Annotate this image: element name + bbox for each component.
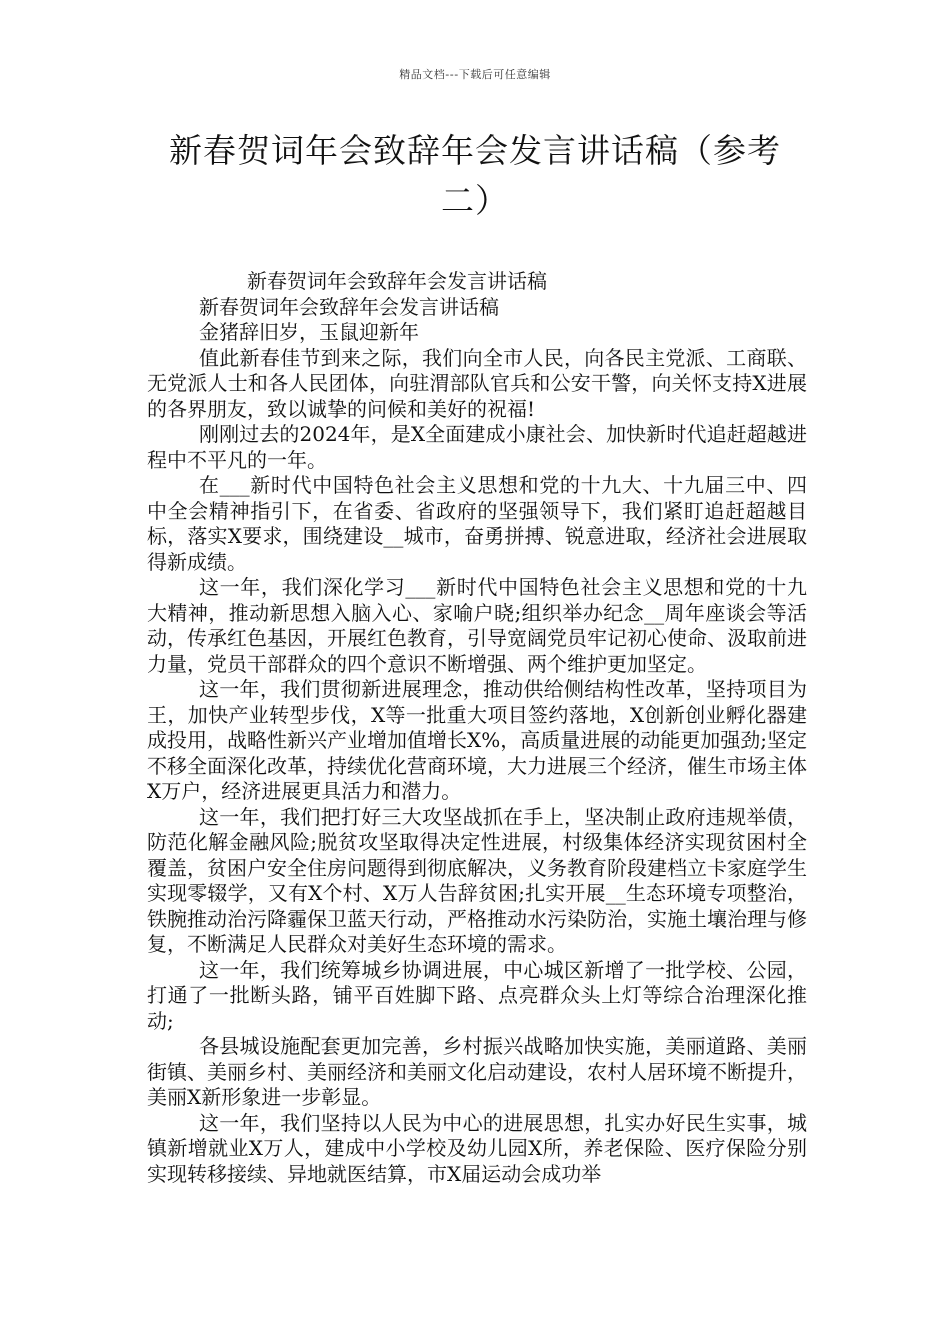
document-title: 新春贺词年会致辞年会发言讲话稿（参考二）	[169, 131, 781, 220]
document-body	[147, 269, 807, 1187]
paragraph: 刚刚过去的2024年，是X全面建成小康社会、加快新时代追赶超越进程中不平凡的一年。	[147, 422, 807, 472]
paragraph: 这一年，我们坚持以人民为中心的进展思想，扎实办好民生实事，城镇新增就业X万人，建成中小学校及幼儿园X所，养老保险、医疗保险分别实现转移接续、异地就医结算，市X届运动会成功举	[147, 1110, 807, 1186]
paragraph: 在___新时代中国特色社会主义思想和党的十九大、十九届三中、四中全会精神指引下，在省委、省政府的坚强领导下，我们紧盯追赶超越目标，落实X要求，围绕建设__城市，奋勇拼搏、锐意进取，经济社会进展取得新成绩。	[147, 473, 807, 574]
paragraph: 金猪辞旧岁，玉鼠迎新年	[199, 320, 419, 344]
paragraph: 各县城设施配套更加完善，乡村振兴战略加快实施，美丽道路、美丽街镇、美丽乡村、美丽经济和美丽文化启动建设，农村人居环境不断提升，美丽X新形象进一步彰显。	[147, 1034, 807, 1109]
paragraph: 这一年，我们统筹城乡协调进展，中心城区新增了一批学校、公园，打通了一批断头路，铺平百姓脚下路、点亮群众头上灯等综合治理深化推动;	[147, 957, 807, 1033]
document-subtitle: 新春贺词年会致辞年会发言讲话稿	[247, 269, 547, 293]
paragraph: 这一年，我们深化学习___新时代中国特色社会主义思想和党的十九大精神，推动新思想入脑入心、家喻户晓;组织举办纪念__周年座谈会等活动，传承红色基因，开展红色教育，引导宽阔党员牢记初心使命、汲取前进力量，党员干部群众的四个意识不断增强、两个维护更加坚定。	[147, 575, 807, 676]
paragraph: 这一年，我们把打好三大攻坚战抓在手上，坚决制止政府违规举债，防范化解金融风险;脱贫攻坚取得决定性进展，村级集体经济实现贫困村全覆盖，贫困户安全住房问题得到彻底解决，义务教育阶段建档立卡家庭学生实现零辍学，又有X个村、X万人告辞贫困;扎实开展__生态环境专项整治，铁腕推动治污降霾保卫蓝天行动，严格推动水污染防治，实施土壤治理与修复，不断满足人民群众对美好生态环境的需求。	[147, 804, 807, 956]
paragraph: 新春贺词年会致辞年会发言讲话稿	[199, 294, 499, 319]
paragraph: 值此新春佳节到来之际，我们向全市人民，向各民主党派、工商联、无党派人士和各人民团体，向驻渭部队官兵和公安干警，向关怀支持X进展的各界朋友，致以诚挚的问候和美好的祝福!	[147, 345, 807, 421]
page-header-note: 精品文档---下载后可任意编辑	[399, 68, 551, 81]
paragraph: 这一年，我们贯彻新进展理念，推动供给侧结构性改革，坚持项目为王，加快产业转型步伐，X等一批重大项目签约落地，X创新创业孵化器建成投用，战略性新兴产业增加值增长X%，高质量进展的动能更加强劲;坚定不移全面深化改革，持续优化营商环境，大力进展三个经济，催生市场主体X万户，经济进展更具活力和潜力。	[147, 677, 807, 803]
